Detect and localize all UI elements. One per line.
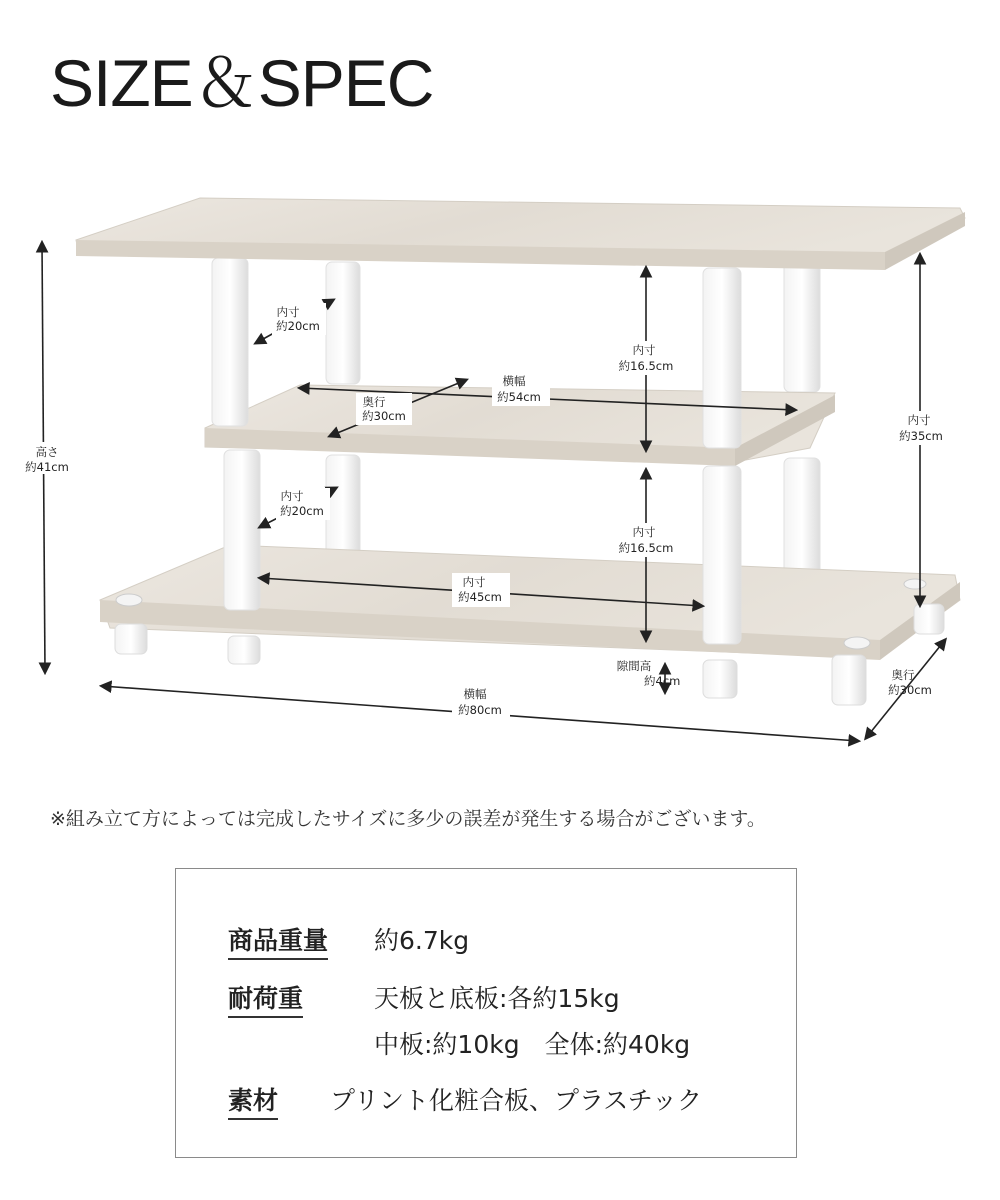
depth-middle-value: 約30cm [362, 409, 406, 423]
gap-height-value: 約4cm [644, 674, 681, 688]
spec-material-label: 素材 [228, 1086, 278, 1120]
width-middle-label: 横幅 [502, 374, 526, 388]
inner-left-lower-label: 内寸 [280, 489, 304, 503]
width-total-label: 横幅 [463, 687, 487, 701]
inner-width-bottom-label: 内寸 [462, 575, 486, 589]
inner-width-bottom-value: 約45cm [458, 590, 502, 604]
inner-height-upper-value: 約16.5cm [618, 359, 674, 373]
inner-right-value: 約35cm [899, 429, 943, 443]
depth-total-label: 奥行 [891, 668, 915, 682]
height-total-value: 約41cm [25, 460, 69, 474]
spec-weight-label: 商品重量 [228, 926, 328, 960]
inner-height-upper-label: 内寸 [632, 343, 656, 357]
spec-box [175, 868, 797, 1158]
spec-material-value: プリント化粧合板、プラスチック [330, 1086, 703, 1115]
depth-total-value: 約30cm [888, 683, 932, 697]
inner-height-lower-label: 内寸 [632, 525, 656, 539]
inner-left-upper-value: 約20cm [276, 319, 320, 333]
page-title: SIZE＆SPEC [50, 46, 434, 120]
inner-left-lower-value: 約20cm [280, 504, 324, 518]
gap-height-label: 隙間高 [616, 659, 652, 673]
height-total-label: 高さ [35, 445, 59, 459]
spec-weight-row [228, 921, 470, 957]
inner-height-lower-value: 約16.5cm [618, 541, 674, 555]
top-board [76, 198, 965, 270]
inner-left-upper-label: 内寸 [276, 305, 300, 319]
disclaimer-note: ※組み立て方によっては完成したサイズに多少の誤差が発生する場合がございます。 [50, 808, 766, 830]
spec-weight-value: 約6.7kg [374, 926, 470, 955]
width-total-value: 約80cm [458, 703, 502, 717]
spec-load-row [228, 979, 691, 1059]
width-middle-value: 約54cm [497, 390, 541, 404]
depth-middle-label: 奥行 [362, 395, 386, 409]
spec-load-line1: 天板と底板:各約15kg [374, 984, 620, 1013]
inner-right-label: 内寸 [907, 413, 931, 427]
spec-load-label: 耐荷重 [228, 984, 303, 1018]
spec-material-row [228, 1081, 703, 1117]
spec-load-line2: 中板:約10kg 全体:約40kg [374, 1030, 691, 1059]
